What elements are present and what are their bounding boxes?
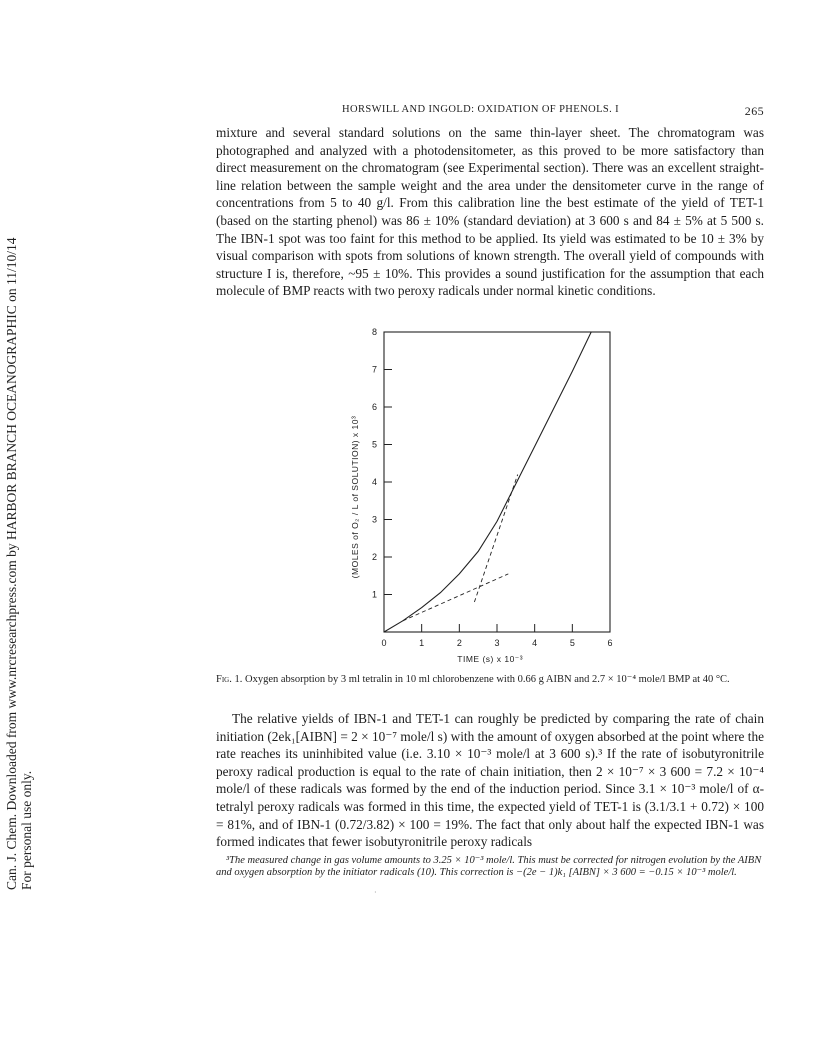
y-tick-label: 4	[371, 477, 377, 487]
download-watermark	[4, 170, 42, 890]
page-number: 265	[744, 104, 764, 118]
figure-label: Fig. 1.	[216, 674, 243, 685]
personal-use-line: For personal use only.	[19, 770, 34, 890]
x-tick-label: 0	[381, 638, 387, 648]
tangent-line-2	[474, 475, 517, 603]
footnote: ³The measured change in gas volume amounts to 3.25 × 10⁻³ mole/l. This must be corrected for nitrogen evolution by the AIBN and oxygen absorption by the initiator radicals (10). This correction is −(2e − 1)k₁ [AIBN] × 3 600 = −0.15 × 10⁻³ mole/l.	[216, 855, 762, 878]
y-tick-label: 2	[371, 552, 377, 562]
x-tick-label: 5	[569, 638, 575, 648]
x-tick-label: 2	[456, 638, 462, 648]
y-axis-label: (MOLES of O₂ / L of SOLUTION) x 10³	[350, 415, 360, 579]
page-header	[216, 104, 764, 120]
y-tick-label: 5	[371, 439, 377, 450]
body-paragraph-2: The relative yields of IBN-1 and TET-1 can roughly be predicted by comparing the rate of chain initiation (2ek₁[AIBN] = 2 × 10⁻⁷ mole/l s) with the amount of oxygen absorbed at the point where the rate reaches its uninhibited value (i.e. 3.10 × 10⁻³ mole/l at 3 600 s).³ If the rate of isobutyronitrile peroxy radical production is equal to the rate of chain initiation, then 2 × 10⁻⁷ × 3 600 = 7.2 × 10⁻⁴ mole/l of these radicals was formed by the end of the induction period. Since 3.1 × 10⁻³ mole/l of α-tetralyl peroxy radicals was formed in this time, the expected yield of TET-1 is (3.1/3.1 + 0.72) × 100 = 81%, and of IBN-1 (0.72/3.82) × 100 = 19%. The fact that only about half the expected IBN-1 was formed indicates that fewer isobutyronitrile peroxy radicals	[216, 711, 764, 850]
y-tick-label: 1	[371, 589, 377, 600]
tangent-line-1	[403, 574, 509, 621]
x-tick-label: 1	[419, 638, 425, 648]
running-title: HORSWILL AND INGOLD: OXIDATION OF PHENOLS. I	[342, 104, 620, 115]
figure-caption-text: Oxygen absorption by 3 ml tetralin in 10 ml chlorobenzene with 0.66 g AIBN and 2.7 × 10⁻⁴ mole/l BMP at 40 °C.	[244, 674, 730, 685]
download-source-line: Can. J. Chem. Downloaded from www.nrcresearchpress.com by HARBOR BRANCH OCEANOGRAPHIC on 11/10/14	[4, 237, 19, 890]
x-tick-label: 4	[532, 638, 538, 648]
y-tick-label: 7	[371, 364, 377, 375]
y-tick-label: 3	[371, 514, 377, 525]
body-paragraph-1: mixture and several standard solutions on the same thin-layer sheet. The chromatogram was photographed and analyzed with a photodensitometer, as this proved to be more satisfactory than direct measurement on the chromatogram (see Experimental section). There was an excellent straight-line relation between the sample weight and the area under the densitometer curve in the range of concentrations from 5 to 40 g/l. From this calibration line the best estimate of the yield of TET-1 (based on the starting phenol) was 86 ± 10% (standard deviation) at 3 600 s and 84 ± 5% at 5 500 s. The IBN-1 spot was too faint for this method to be applied. Its yield was estimated to be 10 ± 3% by visual comparison with spots from solutions of known strength. The overall yield of compounds with structure I is, therefore, ~95 ± 10%. This provides a sound justification for the assumption that each molecule of BMP reacts with two peroxy radicals under normal kinetic conditions.	[216, 125, 764, 299]
x-tick-label: 6	[607, 638, 613, 648]
y-tick-label: 6	[371, 402, 377, 412]
x-tick-label: 3	[494, 638, 500, 648]
figure-caption	[216, 674, 764, 686]
y-tick-label: 8	[371, 327, 377, 337]
plot-frame	[384, 332, 610, 632]
absorption-curve	[384, 332, 591, 632]
stray-mark: ·	[374, 888, 377, 897]
oxygen-absorption-chart	[340, 322, 630, 670]
x-axis-label: TIME (s) x 10⁻³	[457, 654, 524, 664]
